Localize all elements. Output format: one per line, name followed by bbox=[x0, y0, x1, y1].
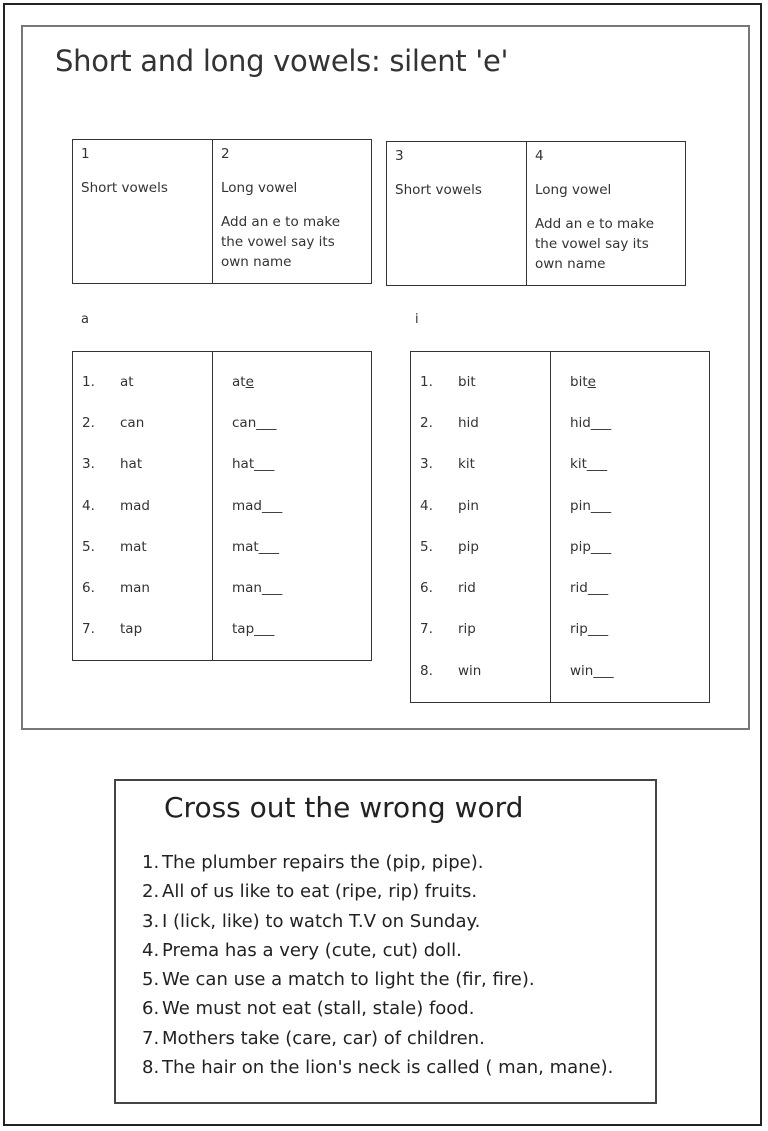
column-label: Long vowel bbox=[221, 180, 298, 196]
long-word-base: hid bbox=[570, 414, 591, 431]
short-word: at bbox=[120, 373, 134, 390]
worksheet-title: Short and long vowels: silent 'e' bbox=[55, 44, 509, 78]
column-number: 3 bbox=[395, 148, 404, 164]
row-number: 6. bbox=[82, 580, 95, 597]
long-word-row bbox=[570, 444, 709, 485]
long-word-row bbox=[232, 402, 371, 443]
column-label: Short vowels bbox=[81, 180, 168, 196]
column-label: Long vowel bbox=[535, 182, 612, 198]
short-vowel-column bbox=[73, 352, 213, 661]
word-table-a bbox=[72, 351, 372, 661]
answer-blank: ___ bbox=[587, 621, 609, 638]
long-word-row bbox=[232, 444, 371, 485]
answer-blank: ___ bbox=[593, 662, 614, 679]
short-word-row bbox=[420, 609, 550, 650]
item-number: 7. bbox=[142, 1027, 160, 1049]
row-number: 5. bbox=[420, 538, 433, 555]
exercise-item bbox=[142, 994, 613, 1023]
row-number: 5. bbox=[82, 538, 95, 555]
long-word-row bbox=[232, 361, 371, 402]
long-word-base: kit bbox=[570, 456, 587, 473]
exercise-item bbox=[142, 1024, 613, 1053]
item-number: 8. bbox=[142, 1057, 160, 1079]
header-table-i bbox=[386, 141, 686, 286]
answer-blank: ___ bbox=[258, 538, 279, 555]
item-number: 3. bbox=[142, 910, 160, 932]
row-number: 1. bbox=[82, 373, 95, 390]
long-word-base: at bbox=[232, 373, 246, 390]
exercise-item bbox=[142, 848, 613, 877]
short-word: can bbox=[120, 414, 145, 431]
short-word-row bbox=[420, 402, 550, 443]
silent-e: e bbox=[245, 373, 254, 390]
item-text: We must not eat (stall, stale) food. bbox=[162, 998, 475, 1020]
exercise-item bbox=[142, 877, 613, 906]
item-text: Prema has a very (cute, cut) doll. bbox=[162, 939, 462, 961]
long-word-base: mat bbox=[232, 538, 259, 555]
answer-blank: ___ bbox=[256, 414, 277, 431]
column-description: Add an e to make the vowel say its own name bbox=[221, 214, 341, 270]
long-word-row bbox=[570, 567, 709, 608]
header-long-vowel-cell bbox=[213, 140, 372, 284]
long-word-base: rid bbox=[570, 580, 588, 597]
long-word-row bbox=[232, 567, 371, 608]
long-word-base: rip bbox=[570, 621, 588, 638]
row-number: 4. bbox=[82, 497, 95, 514]
item-text: The hair on the lion's neck is called ( man, mane). bbox=[162, 1057, 614, 1079]
short-word-row bbox=[420, 485, 550, 526]
item-number: 1. bbox=[142, 852, 160, 873]
short-word-row bbox=[420, 361, 550, 402]
short-word: rip bbox=[458, 621, 476, 638]
short-word-row bbox=[420, 444, 550, 485]
item-text: We can use a match to light the (fir, fire). bbox=[162, 969, 535, 991]
short-word: pip bbox=[458, 538, 479, 555]
item-number: 4. bbox=[142, 939, 160, 961]
long-word-base: tap bbox=[232, 621, 255, 638]
short-word: hid bbox=[458, 414, 479, 431]
long-word-row bbox=[570, 526, 709, 567]
long-word-row bbox=[570, 650, 709, 691]
short-word: hat bbox=[120, 456, 143, 473]
row-number: 8. bbox=[420, 662, 433, 679]
exercise-item bbox=[142, 907, 613, 936]
short-word-row bbox=[82, 444, 212, 485]
word-table-i bbox=[410, 351, 710, 703]
item-number: 6. bbox=[142, 998, 160, 1020]
long-word-base: pin bbox=[570, 497, 591, 514]
short-word-row bbox=[420, 567, 550, 608]
short-word-row bbox=[82, 361, 212, 402]
row-number: 4. bbox=[420, 497, 433, 514]
short-word: bit bbox=[458, 373, 476, 390]
answer-blank: ___ bbox=[586, 456, 608, 473]
long-word-base: mad bbox=[232, 497, 262, 514]
long-word-base: man bbox=[232, 580, 262, 597]
short-word-row bbox=[82, 609, 212, 650]
short-vowel-column bbox=[411, 352, 551, 703]
answer-blank: ___ bbox=[261, 580, 283, 597]
short-word-row bbox=[82, 526, 212, 567]
answer-blank: ___ bbox=[590, 538, 612, 555]
header-short-vowels-cell bbox=[387, 142, 527, 286]
row-number: 3. bbox=[82, 456, 95, 473]
long-word-row bbox=[570, 485, 709, 526]
row-number: 6. bbox=[420, 580, 433, 597]
row-number: 2. bbox=[82, 414, 95, 431]
long-word-base: win bbox=[570, 662, 594, 679]
column-number: 1 bbox=[81, 146, 90, 162]
long-vowel-column bbox=[551, 352, 710, 703]
short-word: rid bbox=[458, 580, 476, 597]
answer-blank: ___ bbox=[587, 580, 609, 597]
exercise-item bbox=[142, 965, 613, 994]
short-word: kit bbox=[458, 456, 475, 473]
short-word-row bbox=[420, 650, 550, 691]
column-number: 2 bbox=[221, 146, 230, 162]
long-word-base: pip bbox=[570, 538, 591, 555]
answer-blank: ___ bbox=[590, 497, 612, 514]
long-vowel-column bbox=[213, 352, 372, 661]
row-number: 3. bbox=[420, 456, 433, 473]
row-number: 7. bbox=[82, 621, 95, 638]
section-letter-a: a bbox=[81, 312, 89, 327]
header-long-vowel-cell bbox=[527, 142, 686, 286]
column-number: 4 bbox=[535, 148, 544, 164]
row-number: 1. bbox=[420, 373, 433, 390]
short-word: mad bbox=[120, 497, 150, 514]
long-word-base: hat bbox=[232, 456, 255, 473]
section-letter-i: i bbox=[415, 312, 419, 327]
long-word-row bbox=[232, 526, 371, 567]
short-word-row bbox=[420, 526, 550, 567]
short-word: man bbox=[120, 580, 150, 597]
answer-blank: ___ bbox=[590, 414, 612, 431]
long-word-row bbox=[570, 609, 709, 650]
short-word-row bbox=[82, 567, 212, 608]
exercise-list bbox=[142, 848, 613, 1082]
item-text: I (lick, like) to watch T.V on Sunday. bbox=[162, 910, 481, 932]
exercise-item bbox=[142, 1053, 613, 1082]
long-word-row bbox=[232, 609, 371, 650]
long-word-base: can bbox=[232, 414, 257, 431]
short-word-row bbox=[82, 485, 212, 526]
exercise-item bbox=[142, 936, 613, 965]
short-word-row bbox=[82, 402, 212, 443]
answer-blank: ___ bbox=[254, 456, 275, 473]
answer-blank: ___ bbox=[262, 497, 283, 514]
column-label: Short vowels bbox=[395, 182, 482, 198]
silent-e: e bbox=[587, 373, 596, 390]
exercise-title: Cross out the wrong word bbox=[164, 791, 524, 824]
short-word: tap bbox=[120, 621, 143, 638]
header-short-vowels-cell bbox=[73, 140, 213, 284]
item-text: Mothers take (care, car) of children. bbox=[162, 1027, 485, 1049]
long-word-base: bit bbox=[570, 373, 588, 390]
long-word-row bbox=[570, 402, 709, 443]
long-word-row bbox=[232, 485, 371, 526]
column-description: Add an e to make the vowel say its own name bbox=[535, 216, 655, 272]
row-number: 7. bbox=[420, 621, 433, 638]
long-word-row bbox=[570, 361, 709, 402]
header-table-a bbox=[72, 139, 372, 284]
short-word: win bbox=[458, 662, 482, 679]
item-text: All of us like to eat (ripe, rip) fruits. bbox=[162, 881, 478, 903]
row-number: 2. bbox=[420, 414, 433, 431]
item-text: The plumber repairs the (pip, pipe). bbox=[162, 852, 484, 873]
short-word: pin bbox=[458, 497, 479, 514]
item-number: 2. bbox=[142, 881, 160, 903]
answer-blank: ___ bbox=[254, 621, 275, 638]
item-number: 5. bbox=[142, 969, 160, 991]
short-word: mat bbox=[120, 538, 147, 555]
